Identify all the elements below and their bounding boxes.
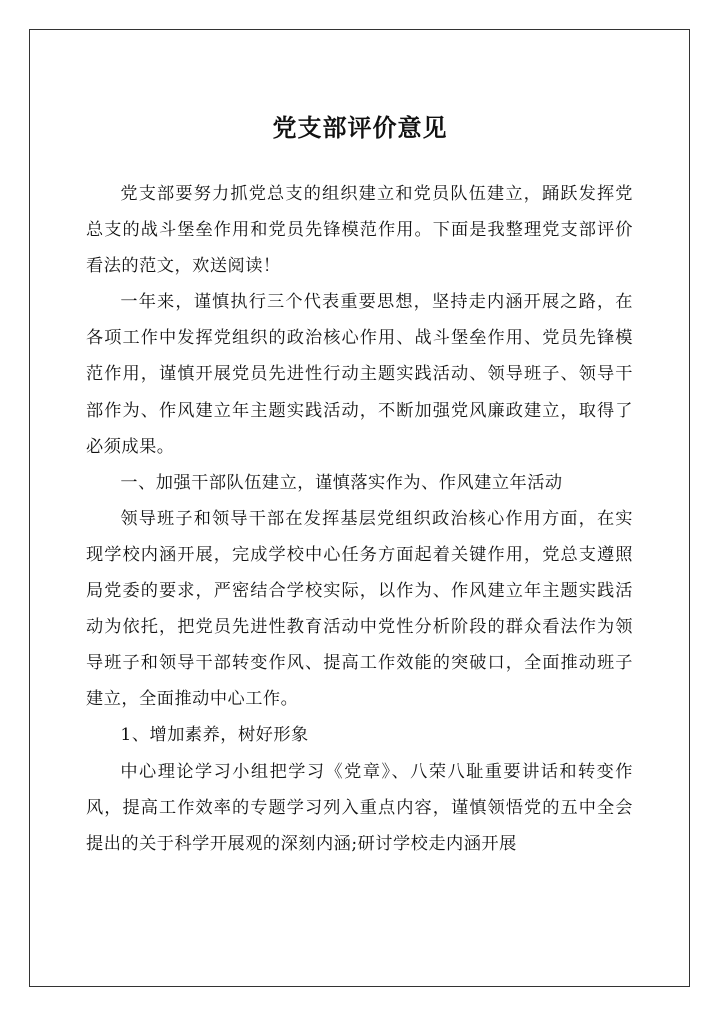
document-body <box>86 176 633 862</box>
document-title: 党支部评价意见 <box>272 113 448 142</box>
subsection-heading-1: 1、增加素养，树好形象 <box>120 725 309 746</box>
paragraph-summary: 一年来，谨慎执行三个代表重要思想，坚持走内涵开展之路，在各项工作中发挥党组织的政治核心作用、战斗堡垒作用、党员先锋模范作用，谨慎开展党员先进性行动主题实践活动、领导班子、领导干部作为、作风建立年主题实践活动，不断加强党风廉政建立，取得了必须成果。 <box>86 292 633 457</box>
paragraph-study: 中心理论学习小组把学习《党章》、八荣八耻重要讲话和转变作风，提高工作效率的专题学习列入重点内容，谨慎领悟党的五中全会提出的关于科学开展观的深刻内涵;研讨学校走内涵开展 <box>86 761 633 854</box>
section-heading-1: 一、加强干部队伍建立，谨慎落实作为、作风建立年活动 <box>120 472 563 493</box>
paragraph-intro: 党支部要努力抓党总支的组织建立和党员队伍建立，踊跃发挥党总支的战斗堡垒作用和党员先锋模范作用。下面是我整理党支部评价看法的范文，欢送阅读！ <box>86 184 633 277</box>
paragraph-leadership: 领导班子和领导干部在发挥基层党组织政治核心作用方面，在实现学校内涵开展，完成学校中心任务方面起着关键作用，党总支遵照局党委的要求，严密结合学校实际，以作为、作风建立年主题实践活动为依托，把党员先进性教育活动中党性分析阶段的群众看法作为领导班子和领导干部转变作风、提高工作效能的突破口，全面推动班子建立，全面推动中心工作。 <box>86 508 633 710</box>
